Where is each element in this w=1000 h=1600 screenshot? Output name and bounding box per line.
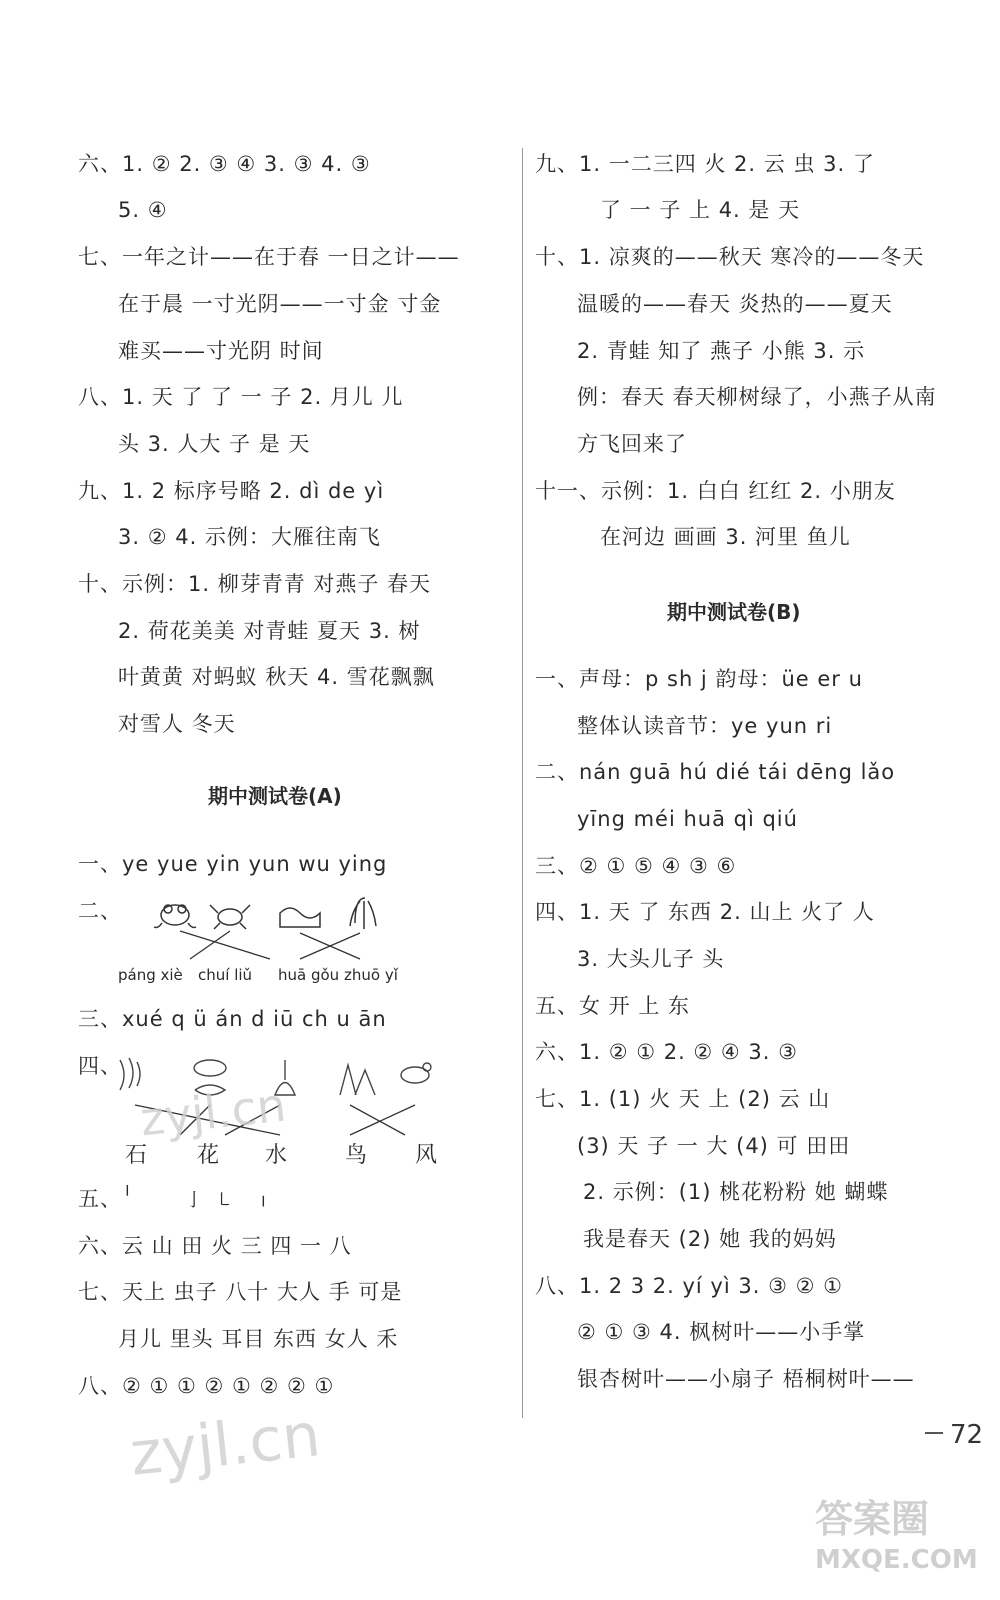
watermark: zyjl.cn [137,1077,289,1147]
answer-line: 3. 大头儿子 头 [577,947,725,971]
section-title-b: 期中测试卷(B) [667,600,801,624]
answer-line: 5. ④ [118,198,168,222]
answer-line: 整体认读音节：ye yun ri [577,714,833,738]
column-divider [522,148,523,1418]
pinyin-label: huā gǒu [278,966,340,984]
answer-line: 在河边 画画 3. 河里 鱼儿 [600,525,851,549]
answer-line: 二、nán guā hú dié tái dēng lǎo [535,760,896,784]
answer-line: 我是春天 (2) 她 我的妈妈 [583,1227,837,1251]
answer-line: 3. ② 4. 示例：大雁往南飞 [118,525,381,549]
answer-line: 三、xué q ü án d iū ch u ān [78,1007,387,1031]
answer-line: 一、声母：p sh j 韵母：üe er u [535,667,863,691]
answer-line: 2. 青蛙 知了 燕子 小熊 3. 示 [577,339,866,363]
answer-line: 二、 [78,899,122,923]
pinyin-label: chuí liǔ [198,966,253,984]
answer-line: 2. 示例：(1) 桃花粉粉 她 蝴蝶 [583,1180,889,1204]
answer-line: 十、示例：1. 柳芽青青 对燕子 春天 [78,572,432,596]
answer-line: 对雪人 冬天 [118,712,236,736]
answer-line: 方飞回来了 [577,432,687,456]
rock-grass-picture [340,1065,375,1095]
answer-line: 八、1. 2 3 2. yí yì 3. ③ ② ① [535,1274,843,1298]
bird2-picture [401,1063,431,1083]
answer-line: 十一、示例：1. 白白 红红 2. 小朋友 [535,479,896,503]
answer-line: 了 一 子 上 4. 是 天 [600,198,801,222]
answer-line: 一、ye yue yin yun wu ying [78,852,388,876]
char-label: 石 [125,1143,148,1168]
answer-line: 月儿 里头 耳目 东西 女人 禾 [118,1327,399,1351]
answer-line: (3) 天 子 一 大 (4) 可 田田 [577,1134,851,1158]
answer-line: 七、1. (1) 火 天 上 (2) 云 山 [535,1087,831,1111]
answer-line: 四、1. 天 了 东西 2. 山上 火了 人 [535,900,875,924]
crab-picture [210,905,250,929]
answer-line: 温暖的——春天 炎热的——夏天 [577,292,893,316]
answer-line: 七、一年之计——在于春 一日之计—— [78,245,460,269]
answer-line: 六、1. ② ① 2. ② ④ 3. ③ [535,1040,798,1064]
watermark: MXQE.COM [815,1545,978,1575]
answer-line: 十、1. 凉爽的——秋天 寒冷的——冬天 [535,245,925,269]
answer-line: 八、② ① ① ② ① ② ② ① [78,1374,335,1398]
answer-line: 头 3. 人大 子 是 天 [118,432,311,456]
answer-line: yīng méi huā qì qiú [577,807,798,831]
pinyin-labels [118,966,418,986]
answer-line: 五、女 开 上 东 [535,994,691,1018]
pinyin-label: zhuō yǐ [344,966,398,984]
stroke-mark: ╵ [122,1186,133,1207]
answer-line: 九、1. 2 标序号略 2. dì de yì [78,479,385,503]
page-number: 72 [950,1420,984,1450]
stroke-mark: ╷ [258,1186,269,1207]
matching-pictures-2 [150,893,390,963]
answer-line: 难买——寸光阴 时间 [118,339,324,363]
answer-line: 叶黄黄 对蚂蚁 秋天 4. 雪花飘飘 [118,665,435,689]
answer-line: 例：春天 春天柳树绿了，小燕子从南 [577,385,937,409]
section-title-a: 期中测试卷(A) [208,784,342,808]
frog-picture [154,905,196,928]
answer-line: 四、 [78,1054,122,1078]
char-label: 鸟 [345,1143,368,1168]
answer-line: 五、 [78,1187,122,1211]
wind-picture [120,1058,140,1090]
pinyin-label: páng xiè [118,966,183,984]
willow-picture [350,898,376,929]
char-label: 水 [265,1143,288,1168]
page-dash [925,1432,943,1434]
bird-picture [280,908,320,927]
answer-line: 七、天上 虫子 八十 大人 手 可是 [78,1280,403,1304]
stroke-mark: ㇄ [215,1190,233,1211]
answer-line: 2. 荷花美美 对青蛙 夏天 3. 树 [118,619,421,643]
answer-line: ② ① ③ 4. 枫树叶——小手掌 [577,1320,866,1344]
watermark: zyjl.cn [126,1400,324,1490]
watermark: 答案圈 [815,1497,930,1541]
answer-line: 银杏树叶——小扇子 梧桐树叶—— [577,1367,915,1391]
answer-line: 在于晨 一寸光阴——一寸金 寸金 [118,292,442,316]
char-label: 花 [197,1143,220,1168]
answer-line: 八、1. 天 了 了 一 子 2. 月儿 儿 [78,385,404,409]
answer-line: 三、② ① ⑤ ④ ③ ⑥ [535,854,737,878]
answer-line: 九、1. 一二三四 火 2. 云 虫 3. 了 [535,152,875,176]
char-label: 风 [415,1143,438,1168]
stroke-mark: 亅 [185,1190,203,1211]
answer-line: 六、云 山 田 火 三 四 一 八 [78,1234,352,1258]
answer-line: 六、1. ② 2. ③ ④ 3. ③ 4. ③ [78,152,371,176]
